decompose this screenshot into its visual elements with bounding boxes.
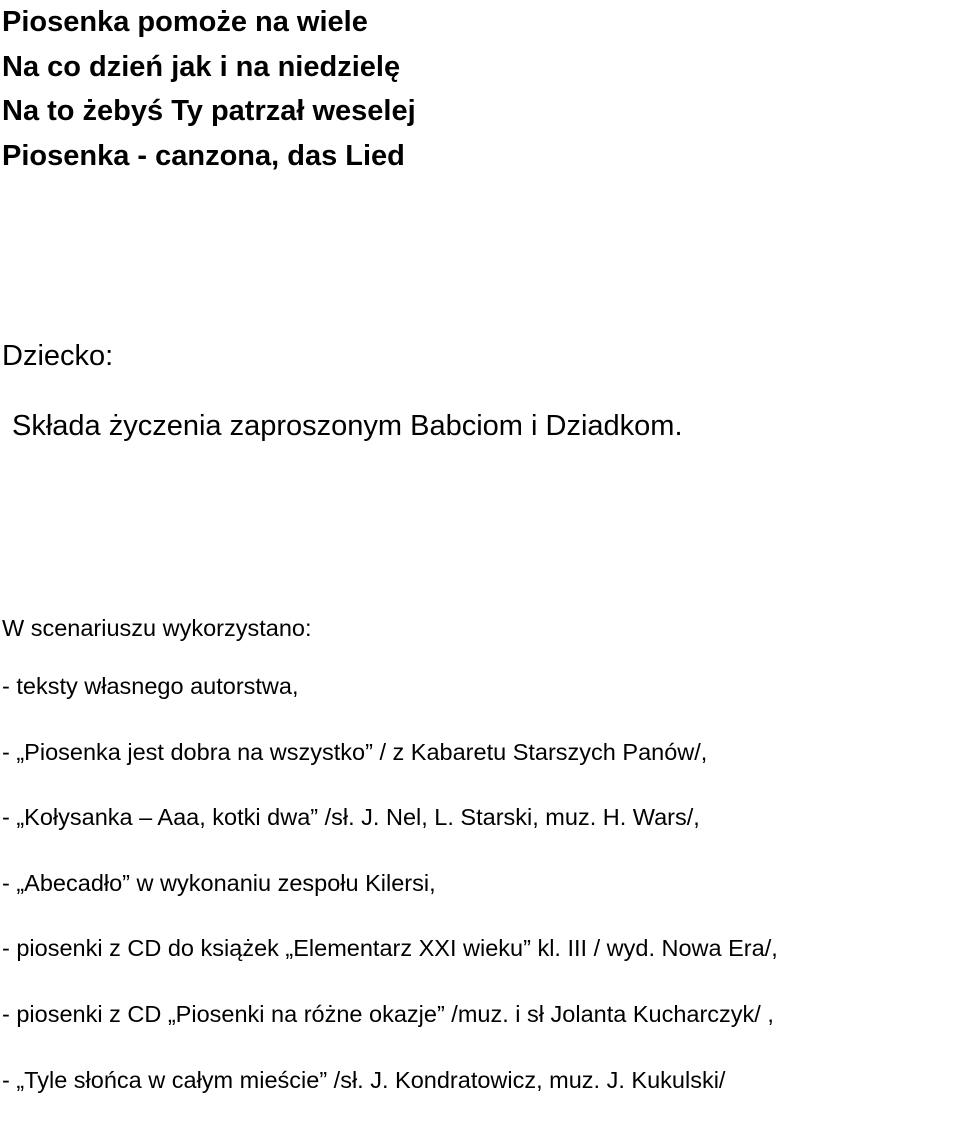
song-line: Piosenka - canzona, das Lied <box>2 139 405 172</box>
credit-item: - teksty własnego autorstwa, <box>2 673 299 699</box>
song-line: Piosenka pomoże na wiele <box>2 6 368 38</box>
credits-section <box>2 612 778 1129</box>
song-line: Na co dzień jak i na niedzielę <box>2 50 401 83</box>
credit-item: - „Abecadło” w wykonaniu zespołu Kilersi, <box>2 869 436 896</box>
credits-heading: W scenariuszu wykorzystano: <box>2 615 312 641</box>
credit-item: - „Piosenka jest dobra na wszystko” / z Kabaretu Starszych Panów/, <box>2 738 708 765</box>
song-lyrics <box>2 0 416 178</box>
speaker-label: Dziecko: <box>2 340 114 372</box>
credit-item: - piosenki z CD do książek „Elementarz XXI wieku” kl. III / wyd. Nowa Era/, <box>2 935 778 962</box>
credit-item: - „Kołysanka – Aaa, kotki dwa” /sł. J. Nel, L. Starski, muz. H. Wars/, <box>2 804 700 831</box>
speaker-line: Składa życzenia zaproszonym Babciom i Dziadkom. <box>12 410 683 442</box>
credit-item: - piosenki z CD „Piosenki na różne okazje” /muz. i sł Jolanta Kucharczyk/ , <box>2 1000 774 1027</box>
credit-item: - „Tyle słońca w całym mieście” /sł. J. Kondratowicz, muz. J. Kukulski/ <box>2 1066 726 1093</box>
credits-list <box>2 670 778 1096</box>
song-line: Na to żebyś Ty patrzał weselej <box>2 95 416 127</box>
